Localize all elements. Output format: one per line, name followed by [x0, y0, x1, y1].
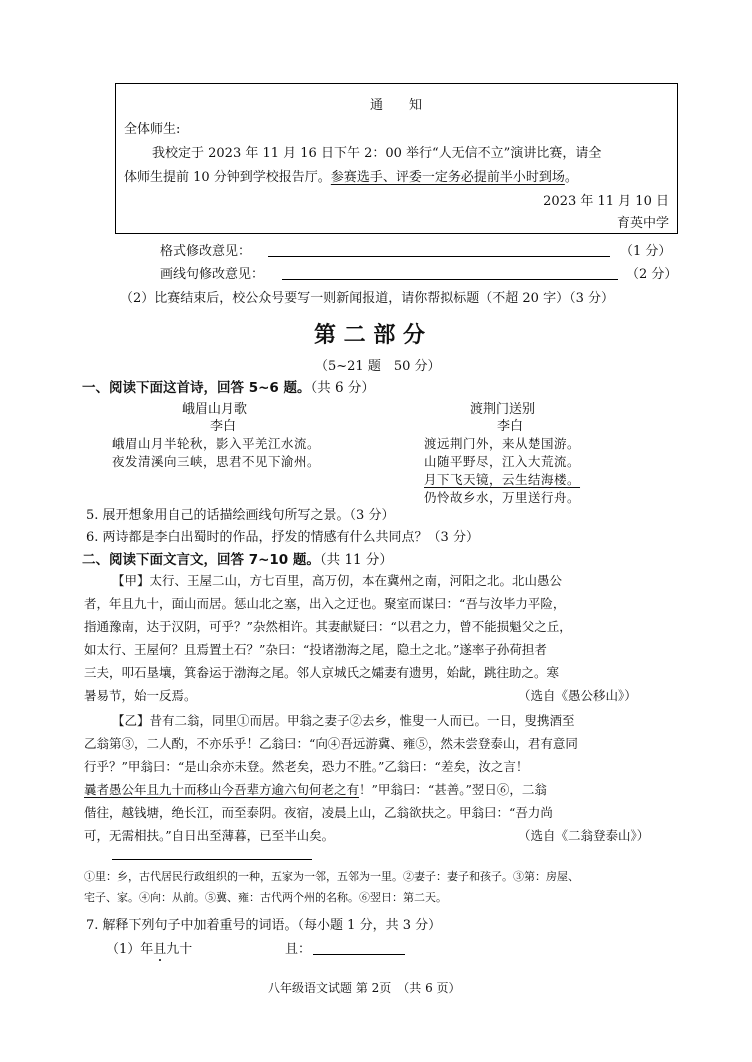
part-title: 第 二 部 分 — [314, 323, 425, 348]
q7-item1-emphasis-word: 且 — [153, 942, 167, 957]
poem1-line: 夜发清溪向三峡，思君不见下渝州。 — [112, 454, 321, 469]
format-suggestion-label: 格式修改意见： — [160, 244, 252, 259]
footnote-line: 宅子、家。④向：从前。⑤冀、雍：古代两个州的名称。⑥翌日：第二天。 — [84, 891, 447, 904]
question-7: 7. 解释下列句子中加着重号的词语。（每小题 1 分，共 3 分） — [86, 918, 442, 933]
yi-after-underlined: ！”甲翁曰：“甚善。”翌日⑥，二翁 — [359, 782, 547, 797]
q7-item1-word-label: 且： — [285, 942, 312, 957]
jia-source: （选自《愚公移山》） — [518, 688, 637, 703]
format-suggestion-answer-line[interactable] — [268, 256, 610, 257]
section2-points: （共 11 分） — [319, 552, 393, 568]
yi-source: （选自《二翁登泰山》） — [518, 828, 650, 843]
format-suggestion-score: （1 分） — [620, 244, 672, 259]
notice-signature: 育英中学 — [616, 216, 669, 231]
footnote-line: ①里：乡，古代居民行政组织的一种，五家为一邻，五邻为一里。②妻子：妻子和孩子。③第：房屋、 — [84, 870, 579, 883]
poem1-line: 峨眉山月半轮秋，影入平羌江水流。 — [112, 436, 321, 451]
jia-line: 三夫，叩石垦壤，箕畚运于渤海之尾。邻人京城氏之孀妻有遗男，始龀，跳往助之。寒 — [84, 665, 560, 680]
notice-date: 2023 年 11 月 10 日 — [543, 194, 669, 209]
yi-line: 乙翁第③，二人酌，不亦乐乎！乙翁曰：“向④吾远游冀、雍⑤，然未尝登泰山，君有意同 — [84, 736, 578, 751]
section1-heading — [82, 376, 375, 396]
notice-body-line2-suffix: 。 — [564, 170, 578, 185]
section1-heading-text: 一、阅读下面这首诗，回答 5~6 题。 — [82, 380, 311, 396]
notice-body-line1: 我校定于 2023 年 11 月 16 日下午 2：00 举行“人无信不立”演讲比赛，请全 — [152, 146, 602, 161]
question-6: 6. 两诗都是李白出蜀时的作品，抒发的情感有什么共同点？（3 分） — [86, 530, 479, 545]
q7-item1-answer-line[interactable] — [313, 954, 405, 955]
underline-suggestion-answer-line[interactable] — [282, 279, 618, 280]
poem2-line: 仍怜故乡水，万里送行舟。 — [424, 490, 581, 505]
footnote-divider — [112, 859, 312, 860]
notice-title: 通 知 — [370, 98, 423, 113]
notice-underlined-sentence: 参赛选手、评委一定务必提前半小时到场 — [330, 170, 565, 185]
jia-line: 如太行、王屋何？且焉置土石？”杂曰：“投诸渤海之尾，隐土之北。”遂率子孙荷担者 — [84, 642, 547, 657]
q7-item1-prefix: （1）年 — [106, 942, 154, 957]
question-7-item1 — [106, 938, 192, 957]
notice-greeting: 全体师生: — [124, 122, 181, 137]
q7-item1-suffix: 九十 — [166, 942, 193, 957]
underline-suggestion-label: 画线句修改意见： — [160, 267, 265, 282]
yi-line-underlined — [84, 780, 547, 798]
poem2-title: 渡荆门送别 — [470, 402, 536, 417]
notice-body-line2 — [124, 166, 578, 185]
poem2-line: 山随平野尽，江入大荒流。 — [424, 454, 581, 469]
part-range: （5~21 题 50 分） — [315, 359, 441, 374]
jia-line: 者，年且九十，面山而居。惩山北之塞，出入之迂也。聚室而谋曰：“吾与汝毕力平险， — [84, 596, 566, 611]
yi-underlined-sentence: 曩者愚公年且九十而移山今吾辈方逾六旬何老之有 — [84, 782, 360, 797]
jia-line: 暑易节，始一反焉。 — [84, 688, 197, 703]
question-2: （2）比赛结束后，校公众号要写一则新闻报道，请你帮拟标题（不超 20 字）（3 分） — [120, 291, 614, 306]
section2-heading — [82, 548, 393, 568]
yi-line: 偕往，越钱塘，绝长江，而至泰阴。夜宿，凌晨上山，乙翁欲扶之。甲翁曰：“吾力尚 — [84, 805, 553, 820]
yi-line: 可，无需相扶。”自日出至薄暮，已至半山矣。 — [84, 828, 335, 843]
question-5: 5. 展开想象用自己的话描绘画线句所写之景。（3 分） — [86, 508, 395, 523]
notice-body-line2-prefix: 体师生提前 10 分钟到学校报告厅。 — [124, 170, 331, 185]
underline-suggestion-score: （2 分） — [626, 267, 678, 282]
section1-points: （共 6 分） — [310, 380, 375, 396]
poem2-author: 李白 — [497, 419, 524, 434]
poem1-title: 峨眉山月歌 — [182, 402, 248, 417]
jia-line: 【甲】太行、王屋二山，方七百里，高万仞，本在冀州之南，河阳之北。北山愚公 — [112, 573, 563, 588]
poem2-line: 渡远荆门外，来从楚国游。 — [424, 436, 581, 451]
notice-box — [115, 83, 678, 234]
yi-line: 行乎？”甲翁曰：“是山余亦未登。然老矣，恐力不胜。”乙翁曰：“差矣，汝之言！ — [84, 759, 529, 774]
page-footer: 八年级语文试题 第 2页 （共 6 页） — [268, 981, 461, 995]
jia-line: 指通豫南，达于汉阴，可乎？”杂然相许。其妻献疑曰：“以君之力，曾不能损魁父之丘， — [84, 619, 572, 634]
poem1-author: 李白 — [210, 419, 237, 434]
poem2-underlined-line: 月下飞天镜，云生结海楼。 — [424, 472, 581, 487]
section2-heading-text: 二、阅读下面文言文，回答 7~10 题。 — [82, 552, 320, 568]
yi-line: 【乙】昔有二翁，同里①而居。甲翁之妻子②去乡，惟叟一人而已。一日，叟携酒至 — [112, 713, 575, 728]
